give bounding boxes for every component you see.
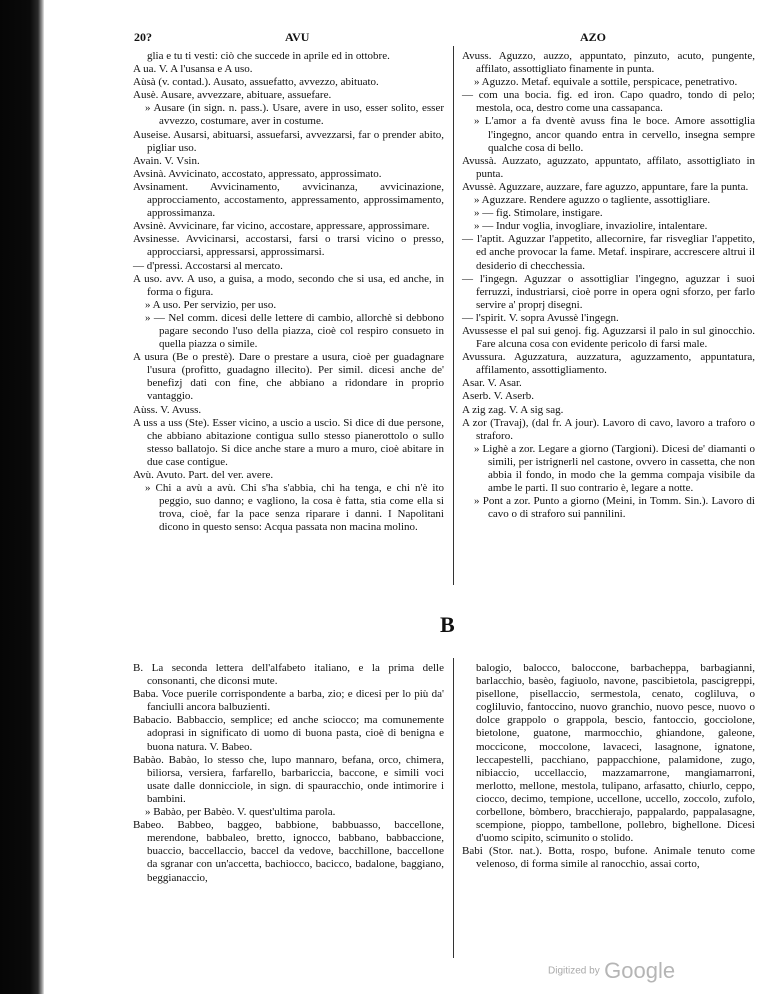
digitized-watermark <box>548 958 675 984</box>
dictionary-entry: A usura (Be o prestè). Dare o prestare a usura, cioè per guadagnare l'usura (profitto, guadagno illecito). Per simil. dicesi anche de' benefizj dati con fine, che abbiano a ridondare in proprio vantaggio. <box>133 351 444 403</box>
dictionary-entry: — l'aptit. Aguzzar l'appetito, allecornire, far risvegliar l'appetito, ed anche provocar la fame. Metaf. inspirare, accrescere altrui il desiderio di checchessia. <box>462 233 755 272</box>
dictionary-entry: glia e tu ti vesti: ciò che succede in aprile ed in ottobre. <box>147 50 390 62</box>
section-letter: B <box>440 612 455 637</box>
dictionary-entry: » Lighè a zor. Legare a giorno (Targioni). Dicesi de' diamanti o simili, per istrignerli nel castone, ovvero in cassetta, che non abbia il fondo, in modo che la gemma compaja visibile da ambe le parti. Il suo contrario è, legare a notte. <box>474 442 755 495</box>
dictionary-entry: Avsinesse. Avvicinarsi, accostarsi, farsi o trarsi vicino o presso, approcciarsi, appressarsi, approssimarsi. <box>133 233 444 259</box>
left-column-top <box>133 50 444 534</box>
page-number: 20? <box>134 30 152 44</box>
dictionary-entry: Avsinè. Avvicinare, far vicino, accostare, appressare, approssimare. <box>133 220 430 233</box>
dictionary-entry: Avsinà. Avvicinato, accostato, appressato, approssimato. <box>133 167 382 180</box>
dictionary-entry: Avsinament. Avvicinamento, avvicinanza, avvicinazione, approcciamento, accostamento, appressamento, approssimamento, approssimanza. <box>133 180 444 220</box>
dictionary-entry: » Aguzzare. Rendere aguzzo o tagliente, assottigliare. <box>474 194 711 207</box>
dictionary-entry: — com una bocia. fig. ed iron. Capo quadro, tondo di pelo; mestola, oca, destro come una cassapanca. <box>462 89 755 115</box>
book-spine-shadow <box>0 0 44 994</box>
dictionary-entry: — l'ingegn. Aguzzar o assottigliar l'ingegno, aguzzar i suoi ferruzzi, industriarsi, cioè porre in opera ogni sforzo, per farlo servire a' proprj disegni. <box>462 272 755 311</box>
dictionary-entry: » Ausare (in sign. n. pass.). Usare, avere in uso, esser solito, esser avvezzo, costumare, aver in costume. <box>145 102 444 128</box>
dictionary-entry: » Chi a avù a avù. Chi s'ha s'abbia, chi ha tenga, e chi n'è ito peggio, suo danno; e vagliono, la cosa è fatta, stia come ella si trova, cioè, far la pace senza riparare i danni. I Napolitani dicono in questo senso: Acqua passata non macina molino. <box>145 482 444 534</box>
google-logo: Google <box>604 958 676 983</box>
dictionary-entry: Avuss. Aguzzo, auzzo, appuntato, pinzuto, acuto, pungente, affilato, assottigliato finamente in punta. <box>462 50 755 76</box>
right-column-top <box>462 50 755 521</box>
dictionary-entry: Babeo. Babbeo, baggeo, babbione, babbuasso, baccellone, merendone, babbaleo, bretto, ignocco, babbano, babbaccione, buaccio, baccellaccio, baccel da vedove, bacchillone, baccellone da sgranar con un'accetta, bachiocco, bacicco, badalone, baggiano, beggianaccio, <box>133 819 444 884</box>
dictionary-entry: Avussura. Aguzzatura, auzzatura, aguzzamento, appuntatura, affilamento, assottigliamento. <box>462 351 755 377</box>
dictionary-entry: — d'pressi. Accostarsi al mercato. <box>133 259 283 272</box>
dictionary-entry: Asar. V. Asar. <box>462 377 522 390</box>
column-divider-top <box>453 46 454 585</box>
dictionary-entry: balogio, balocco, baloccone, barbacheppa, barbagianni, barlacchio, basèo, fagiuolo, navone, pascibietola, pascigreppi, pisellone, pisellaccio, sermestola, cenato, cogliluva, o cogliluvio, fantoccino, nuovo granchio, nuovo pesce, nuovo o dolce grappolo o grappola, bescio, fantoccio, gocciolone, bietolone, guatone, marmocchio, ghiandone, galeone, moccicone, moccolone, lavaceci, lasagnone, ignatone, leccapestelli, pacchiano, pappacchione, palamidone, zugo, nibiaccio, uccellaccio, mazzamarrone, mangiamarroni, merlotto, mellone, mestola, tulipano, arfasatto, chiurlo, ceppo, ciocco, decimo, tempione, uccellone, uccello, zoccolo, zufolo, corbellone, bòmbero, bracchierajo, pappalardo, pappalasagne, scempione, pioppo, tambellone, pollebro, bighellone. Dicesi d'uomo scipito, scimunito o stolido. <box>476 662 755 845</box>
dictionary-entry: Auseise. Ausarsi, abituarsi, assuefarsi, avvezzarsi, far o prender abito, pigliar uso. <box>133 128 444 154</box>
dictionary-entry: » L'amor a fa dventè avuss fina le boce. Amore assottiglia l'ingegno, ancor quando entra in cervello, insegna sempre qualche cosa di bello. <box>474 115 755 154</box>
dictionary-entry: Aùss. V. Avuss. <box>133 403 202 416</box>
dictionary-entry: Aùsà (v. contad.). Ausato, assuefatto, avvezzo, abituato. <box>133 76 379 89</box>
dictionary-entry: » A uso. Per servizio, per uso. <box>145 298 277 311</box>
dictionary-entry: B. La seconda lettera dell'alfabeto italiano, e la prima delle consonanti, che diconsi mute. <box>133 662 444 688</box>
dictionary-entry: Aserb. V. Aserb. <box>462 390 535 403</box>
dictionary-entry: Avussesse el pal sui genoj. fig. Aguzzarsi il palo in sul ginocchio. Fare alcuna cosa con evidente pericolo di farsi male. <box>462 324 755 351</box>
left-column-bottom <box>133 662 444 885</box>
dictionary-entry: » — Nel comm. dicesi delle lettere di cambio, allorchè si debbono pagare secondo l'uso della piazza, cioè col respiro consueto in quella piazza o simile. <box>145 311 444 351</box>
dictionary-entry: Avain. V. Vsin. <box>133 154 200 167</box>
dictionary-entry: — l'spirit. V. sopra Avussè l'ingegn. <box>462 311 619 324</box>
dictionary-entry: A zor (Travaj), (dal fr. A jour). Lavoro di cavo, lavoro a traforo o straforo. <box>462 416 755 442</box>
dictionary-entry: Avussè. Aguzzare, auzzare, fare aguzzo, appuntare, fare la punta. <box>462 180 749 193</box>
dictionary-entry: A uso. avv. A uso, a guisa, a modo, secondo che si usa, ed anche, in forma o figura. <box>133 272 444 298</box>
dictionary-entry: Baba. Voce puerile corrispondente a barba, zio; e dicesi per lo più da' fanciulli ancora balbuzienti. <box>133 688 444 714</box>
dictionary-entry: » Babào, per Babèo. V. quest'ultima parola. <box>145 806 336 819</box>
dictionary-entry: A ua. V. A l'usansa e A uso. <box>133 63 253 76</box>
right-guide-word: AZO <box>580 30 607 44</box>
dictionary-entry: A uss a uss (Ste). Esser vicino, a uscio a uscio. Si dice di due persone, che abbiano abitazione contigua sullo stesso pianerottolo o sullo stesso ballatojo. Si dice anche stare a muro a muro, cioè abitare in due case contigue. <box>133 416 444 468</box>
dictionary-entry: Ausè. Ausare, avvezzare, abituare, assuefare. <box>133 89 332 102</box>
dictionary-entry: » Aguzzo. Metaf. equivale a sottile, perspicace, penetrativo. <box>474 76 738 89</box>
dictionary-entry: » — Indur voglia, invogliare, invaziolire, intalentare. <box>474 220 708 233</box>
dictionary-entry: Babào. Babào, lo stesso che, lupo mannaro, befana, orco, chimera, biliorsa, versiera, farfarello, barbariccia, baccone, e simili voci usate dalle donnicciole, in sign. di spauracchio, onde intimorire i bambini. <box>133 753 444 805</box>
right-column-bottom <box>462 662 755 872</box>
dictionary-entry: Avussà. Auzzato, aguzzato, appuntato, affilato, assottigliato in punta. <box>462 154 755 180</box>
column-divider-bottom <box>453 658 454 958</box>
dictionary-entry: » Pont a zor. Punto a giorno (Meini, in Tomm. Sin.). Lavoro di cavo o di straforo sui pannilini. <box>474 495 755 521</box>
dictionary-entry: Babacio. Babbaccio, semplice; ed anche sciocco; ma comunemente adoprasi in significato di uomo di buona pasta, cioè di benigna e buona natura. V. Babeo. <box>133 714 444 753</box>
dictionary-entry: A zig zag. V. A sig sag. <box>462 403 564 416</box>
dictionary-entry: » — fig. Stimolare, instigare. <box>474 207 603 220</box>
dictionary-entry: Avù. Avuto. Part. del ver. avere. <box>133 469 274 481</box>
digitized-label: Digitized by <box>548 965 600 977</box>
dictionary-entry: Babi (Stor. nat.). Botta, rospo, bufone. Animale tenuto come velenoso, di forma simile al ranocchio, assai corto, <box>462 845 755 871</box>
left-guide-word: AVU <box>285 30 310 44</box>
